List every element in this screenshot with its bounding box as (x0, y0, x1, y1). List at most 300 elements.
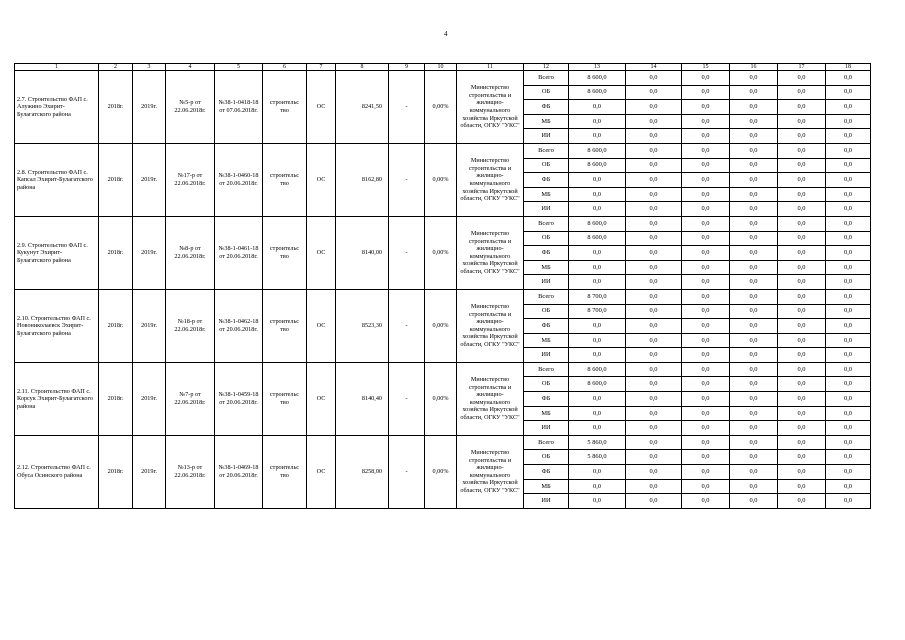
funding-source-cell: МБ (524, 114, 569, 129)
work-type-cell: строительс тво (263, 435, 307, 508)
funding-value-cell: 0,0 (682, 304, 730, 319)
funding-source-cell: МБ (524, 333, 569, 348)
funding-source-cell: ОБ (524, 377, 569, 392)
object-name-cell: 2.9. Строительство ФАП с. Кукунут Эхирит-Булагатского района (15, 216, 99, 289)
expertise-cell: №38-1-0469-18 от 20.06.2018г. (215, 435, 263, 508)
funding-source-cell: ОБ (524, 450, 569, 465)
funding-value-cell: 0,0 (569, 319, 626, 334)
funding-value-cell: 0,0 (730, 85, 778, 100)
funding-value-cell: 0,0 (730, 392, 778, 407)
funding-value-cell: 0,0 (730, 304, 778, 319)
column-9-cell: - (389, 71, 425, 144)
funding-source-cell: Всего (524, 435, 569, 450)
funding-value-cell: 0,0 (778, 231, 826, 246)
funding-value-cell: 0,0 (626, 333, 682, 348)
expertise-cell: №38-1-0460-18 от 20.06.2018г. (215, 143, 263, 216)
funding-value-cell: 0,0 (569, 114, 626, 129)
funding-source-cell: ОБ (524, 158, 569, 173)
funding-value-cell: 0,0 (569, 187, 626, 202)
funding-value-cell: 0,0 (826, 71, 871, 86)
table-row (15, 143, 871, 158)
funding-value-cell: 0,0 (626, 435, 682, 450)
funding-source-cell: ИИ (524, 421, 569, 436)
funding-value-cell: 0,0 (730, 333, 778, 348)
ministry-cell: Министерство строительства и жилищно-коммунального хозяйства Иркутской области, ОГКУ "УКС" (457, 143, 524, 216)
funding-value-cell: 0,0 (730, 202, 778, 217)
funding-value-cell: 0,0 (626, 143, 682, 158)
work-type-cell: строительс тво (263, 362, 307, 435)
funding-value-cell: 0,0 (730, 465, 778, 480)
object-type-cell: ОС (307, 71, 336, 144)
funding-value-cell: 0,0 (569, 100, 626, 115)
column-9-cell: - (389, 216, 425, 289)
order-cell: №13-р от 22.06.2018г. (166, 435, 215, 508)
funding-value-cell: 0,0 (778, 246, 826, 261)
funding-value-cell: 0,0 (730, 114, 778, 129)
funding-value-cell: 0,0 (826, 85, 871, 100)
funding-source-cell: Всего (524, 143, 569, 158)
funding-source-cell: Всего (524, 362, 569, 377)
funding-value-cell: 0,0 (626, 289, 682, 304)
funding-value-cell: 0,0 (569, 333, 626, 348)
column-number-7: 7 (307, 64, 336, 71)
funding-value-cell: 0,0 (682, 275, 730, 290)
funding-source-cell: Всего (524, 216, 569, 231)
funding-value-cell: 0,0 (826, 479, 871, 494)
funding-value-cell: 0,0 (778, 450, 826, 465)
funding-value-cell: 0,0 (682, 450, 730, 465)
funding-value-cell: 0,0 (730, 173, 778, 188)
funding-value-cell: 0,0 (626, 114, 682, 129)
estimated-cost-cell: 8140,40 (336, 362, 389, 435)
funding-value-cell: 0,0 (626, 362, 682, 377)
funding-value-cell: 0,0 (569, 392, 626, 407)
funding-value-cell: 0,0 (626, 173, 682, 188)
funding-source-cell: МБ (524, 187, 569, 202)
funding-value-cell: 0,0 (626, 85, 682, 100)
year-start-cell: 2018г. (99, 216, 133, 289)
funding-value-cell: 0,0 (682, 406, 730, 421)
ministry-cell: Министерство строительства и жилищно-коммунального хозяйства Иркутской области, ОГКУ "УКС" (457, 216, 524, 289)
funding-value-cell: 0,0 (569, 465, 626, 480)
funding-value-cell: 0,0 (778, 377, 826, 392)
funding-value-cell: 0,0 (682, 421, 730, 436)
funding-value-cell: 0,0 (569, 260, 626, 275)
table-row (15, 289, 871, 304)
funding-value-cell: 0,0 (826, 362, 871, 377)
table-row (15, 216, 871, 231)
expertise-cell: №38-1-0418-18 от 07.06.2018г. (215, 71, 263, 144)
funding-value-cell: 0,0 (730, 71, 778, 86)
column-number-18: 18 (826, 64, 871, 71)
funding-source-cell: МБ (524, 479, 569, 494)
funding-value-cell: 8 700,0 (569, 289, 626, 304)
funding-source-cell: ФБ (524, 100, 569, 115)
funding-value-cell: 0,0 (778, 362, 826, 377)
funding-value-cell: 0,0 (826, 494, 871, 509)
work-type-cell: строительс тво (263, 143, 307, 216)
column-9-cell: - (389, 289, 425, 362)
funding-value-cell: 0,0 (682, 202, 730, 217)
funding-value-cell: 0,0 (778, 129, 826, 144)
funding-source-cell: Всего (524, 289, 569, 304)
estimated-cost-cell: 8241,50 (336, 71, 389, 144)
funding-value-cell: 0,0 (626, 216, 682, 231)
funding-source-cell: ФБ (524, 246, 569, 261)
funding-source-cell: ФБ (524, 319, 569, 334)
funding-value-cell: 0,0 (826, 406, 871, 421)
year-start-cell: 2018г. (99, 143, 133, 216)
funding-source-cell: ОБ (524, 85, 569, 100)
object-name-cell: 2.12. Строительство ФАП с. Обуса Осинского района (15, 435, 99, 508)
funding-value-cell: 0,0 (626, 421, 682, 436)
funding-value-cell: 0,0 (682, 216, 730, 231)
funding-source-cell: ИИ (524, 348, 569, 363)
column-number-8: 8 (336, 64, 389, 71)
expertise-cell: №38-1-0461-18 от 20.06.2018г. (215, 216, 263, 289)
funding-value-cell: 0,0 (730, 348, 778, 363)
expertise-cell: №38-1-0462-18 от 20.06.2018г. (215, 289, 263, 362)
funding-value-cell: 0,0 (778, 216, 826, 231)
funding-value-cell: 8 600,0 (569, 216, 626, 231)
table-row (15, 362, 871, 377)
funding-value-cell: 0,0 (826, 377, 871, 392)
funding-source-cell: Всего (524, 71, 569, 86)
funding-value-cell: 0,0 (626, 479, 682, 494)
funding-value-cell: 0,0 (826, 450, 871, 465)
funding-value-cell: 0,0 (778, 333, 826, 348)
object-type-cell: ОС (307, 435, 336, 508)
funding-value-cell: 0,0 (569, 275, 626, 290)
funding-source-cell: МБ (524, 260, 569, 275)
ministry-cell: Министерство строительства и жилищно-коммунального хозяйства Иркутской области, ОГКУ "УКС" (457, 71, 524, 144)
column-number-16: 16 (730, 64, 778, 71)
object-name-cell: 2.10. Строительство ФАП с. Новониколаевск Эхирит-Булагатского района (15, 289, 99, 362)
funding-value-cell: 0,0 (682, 465, 730, 480)
funding-source-cell: ИИ (524, 275, 569, 290)
funding-value-cell: 0,0 (778, 479, 826, 494)
funding-value-cell: 0,0 (778, 114, 826, 129)
year-start-cell: 2018г. (99, 289, 133, 362)
funding-value-cell: 0,0 (626, 450, 682, 465)
funding-value-cell: 0,0 (826, 275, 871, 290)
object-name-cell: 2.7. Строительство ФАП с. Алужино Эхирит-Булагатского района (15, 71, 99, 144)
funding-value-cell: 0,0 (826, 348, 871, 363)
work-type-cell: строительс тво (263, 71, 307, 144)
funding-value-cell: 0,0 (730, 231, 778, 246)
funding-value-cell: 0,0 (730, 289, 778, 304)
estimated-cost-cell: 8162,80 (336, 143, 389, 216)
order-cell: №8-р от 22.06.2018г. (166, 216, 215, 289)
funding-value-cell: 0,0 (826, 143, 871, 158)
estimated-cost-cell: 8523,30 (336, 289, 389, 362)
funding-value-cell: 0,0 (626, 275, 682, 290)
year-start-cell: 2018г. (99, 71, 133, 144)
object-type-cell: ОС (307, 362, 336, 435)
funding-value-cell: 0,0 (826, 319, 871, 334)
readiness-cell: 0,00% (425, 216, 457, 289)
funding-value-cell: 0,0 (626, 129, 682, 144)
table-row (15, 435, 871, 450)
funding-value-cell: 0,0 (682, 246, 730, 261)
column-number-header (15, 64, 871, 71)
funding-value-cell: 0,0 (682, 435, 730, 450)
work-type-cell: строительс тво (263, 289, 307, 362)
funding-value-cell: 0,0 (778, 304, 826, 319)
funding-value-cell: 0,0 (626, 319, 682, 334)
funding-value-cell: 0,0 (682, 100, 730, 115)
funding-value-cell: 0,0 (778, 158, 826, 173)
funding-value-cell: 0,0 (826, 333, 871, 348)
funding-value-cell: 0,0 (778, 260, 826, 275)
funding-source-cell: МБ (524, 406, 569, 421)
funding-value-cell: 0,0 (778, 406, 826, 421)
funding-value-cell: 0,0 (626, 231, 682, 246)
expertise-cell: №38-1-0459-18 от 20.06.2018г. (215, 362, 263, 435)
column-number-12: 12 (524, 64, 569, 71)
funding-value-cell: 8 600,0 (569, 158, 626, 173)
funding-value-cell: 0,0 (826, 100, 871, 115)
funding-value-cell: 0,0 (778, 392, 826, 407)
funding-value-cell: 5 860,0 (569, 450, 626, 465)
column-number-1: 1 (15, 64, 99, 71)
year-end-cell: 2019г. (133, 435, 166, 508)
funding-value-cell: 0,0 (730, 187, 778, 202)
funding-value-cell: 0,0 (778, 100, 826, 115)
funding-value-cell: 0,0 (682, 158, 730, 173)
funding-value-cell: 8 600,0 (569, 143, 626, 158)
table-row (15, 71, 871, 86)
readiness-cell: 0,00% (425, 362, 457, 435)
funding-value-cell: 0,0 (826, 392, 871, 407)
column-number-2: 2 (99, 64, 133, 71)
funding-value-cell: 0,0 (778, 187, 826, 202)
funding-value-cell: 0,0 (626, 158, 682, 173)
funding-value-cell: 0,0 (682, 289, 730, 304)
funding-value-cell: 0,0 (730, 158, 778, 173)
column-number-14: 14 (626, 64, 682, 71)
funding-value-cell: 0,0 (730, 216, 778, 231)
funding-value-cell: 0,0 (626, 71, 682, 86)
page-number: 4 (444, 30, 448, 38)
funding-value-cell: 0,0 (778, 319, 826, 334)
funding-source-cell: ФБ (524, 392, 569, 407)
funding-value-cell: 0,0 (826, 187, 871, 202)
funding-value-cell: 0,0 (626, 246, 682, 261)
funding-value-cell: 0,0 (730, 100, 778, 115)
funding-value-cell: 0,0 (626, 348, 682, 363)
funding-source-cell: ОБ (524, 231, 569, 246)
object-type-cell: ОС (307, 216, 336, 289)
funding-value-cell: 0,0 (778, 289, 826, 304)
funding-value-cell: 0,0 (682, 129, 730, 144)
column-number-4: 4 (166, 64, 215, 71)
year-end-cell: 2019г. (133, 143, 166, 216)
funding-value-cell: 8 600,0 (569, 71, 626, 86)
estimated-cost-cell: 8140,00 (336, 216, 389, 289)
funding-value-cell: 0,0 (730, 362, 778, 377)
order-cell: №5-р от 22.06.2018г. (166, 71, 215, 144)
column-number-17: 17 (778, 64, 826, 71)
funding-value-cell: 0,0 (569, 421, 626, 436)
work-type-cell: строительс тво (263, 216, 307, 289)
funding-value-cell: 0,0 (826, 304, 871, 319)
funding-value-cell: 0,0 (682, 114, 730, 129)
funding-value-cell: 8 600,0 (569, 377, 626, 392)
funding-value-cell: 0,0 (682, 173, 730, 188)
funding-value-cell: 0,0 (778, 173, 826, 188)
funding-value-cell: 0,0 (778, 465, 826, 480)
funding-value-cell: 8 600,0 (569, 85, 626, 100)
funding-value-cell: 0,0 (626, 260, 682, 275)
column-number-11: 11 (457, 64, 524, 71)
object-name-cell: 2.11. Строительство ФАП с. Корсук Эхирит-Булагатского района (15, 362, 99, 435)
funding-value-cell: 0,0 (682, 143, 730, 158)
investment-table (14, 63, 871, 509)
funding-value-cell: 0,0 (730, 450, 778, 465)
column-9-cell: - (389, 362, 425, 435)
funding-value-cell: 0,0 (682, 333, 730, 348)
funding-value-cell: 0,0 (682, 71, 730, 86)
object-type-cell: ОС (307, 289, 336, 362)
funding-value-cell: 0,0 (826, 231, 871, 246)
year-start-cell: 2018г. (99, 362, 133, 435)
funding-value-cell: 8 600,0 (569, 231, 626, 246)
column-9-cell: - (389, 143, 425, 216)
funding-value-cell: 0,0 (569, 406, 626, 421)
funding-value-cell: 0,0 (569, 479, 626, 494)
funding-value-cell: 0,0 (730, 377, 778, 392)
column-number-15: 15 (682, 64, 730, 71)
funding-value-cell: 0,0 (778, 435, 826, 450)
year-start-cell: 2018г. (99, 435, 133, 508)
funding-value-cell: 0,0 (826, 216, 871, 231)
funding-value-cell: 0,0 (626, 465, 682, 480)
ministry-cell: Министерство строительства и жилищно-коммунального хозяйства Иркутской области, ОГКУ "УКС" (457, 362, 524, 435)
funding-value-cell: 0,0 (826, 435, 871, 450)
funding-value-cell: 0,0 (682, 494, 730, 509)
funding-source-cell: ФБ (524, 173, 569, 188)
funding-value-cell: 0,0 (626, 377, 682, 392)
funding-value-cell: 0,0 (826, 465, 871, 480)
funding-value-cell: 0,0 (778, 494, 826, 509)
funding-value-cell: 0,0 (626, 100, 682, 115)
funding-value-cell: 0,0 (730, 260, 778, 275)
funding-value-cell: 0,0 (730, 435, 778, 450)
funding-value-cell: 0,0 (682, 319, 730, 334)
year-end-cell: 2019г. (133, 362, 166, 435)
funding-value-cell: 0,0 (682, 479, 730, 494)
funding-value-cell: 0,0 (826, 202, 871, 217)
funding-value-cell: 8 700,0 (569, 304, 626, 319)
funding-value-cell: 0,0 (682, 377, 730, 392)
funding-value-cell: 0,0 (682, 392, 730, 407)
object-type-cell: ОС (307, 143, 336, 216)
funding-value-cell: 0,0 (626, 187, 682, 202)
funding-value-cell: 8 600,0 (569, 362, 626, 377)
funding-source-cell: ОБ (524, 304, 569, 319)
funding-value-cell: 0,0 (778, 85, 826, 100)
funding-value-cell: 0,0 (569, 173, 626, 188)
funding-value-cell: 0,0 (778, 202, 826, 217)
funding-value-cell: 0,0 (826, 129, 871, 144)
year-end-cell: 2019г. (133, 289, 166, 362)
funding-value-cell: 0,0 (682, 85, 730, 100)
ministry-cell: Министерство строительства и жилищно-коммунального хозяйства Иркутской области, ОГКУ "УКС" (457, 289, 524, 362)
year-end-cell: 2019г. (133, 216, 166, 289)
column-number-13: 13 (569, 64, 626, 71)
funding-value-cell: 0,0 (826, 246, 871, 261)
funding-value-cell: 5 860,0 (569, 435, 626, 450)
funding-value-cell: 0,0 (730, 421, 778, 436)
readiness-cell: 0,00% (425, 435, 457, 508)
funding-value-cell: 0,0 (626, 494, 682, 509)
funding-source-cell: ИИ (524, 202, 569, 217)
year-end-cell: 2019г. (133, 71, 166, 144)
funding-value-cell: 0,0 (826, 289, 871, 304)
object-name-cell: 2.8. Строительство ФАП с. Капсал Эхирит-Булагатского района (15, 143, 99, 216)
funding-value-cell: 0,0 (626, 392, 682, 407)
column-9-cell: - (389, 435, 425, 508)
estimated-cost-cell: 8258,00 (336, 435, 389, 508)
readiness-cell: 0,00% (425, 289, 457, 362)
funding-value-cell: 0,0 (682, 348, 730, 363)
funding-source-cell: ИИ (524, 129, 569, 144)
funding-source-cell: ИИ (524, 494, 569, 509)
funding-value-cell: 0,0 (626, 202, 682, 217)
funding-value-cell: 0,0 (682, 187, 730, 202)
funding-value-cell: 0,0 (682, 231, 730, 246)
funding-value-cell: 0,0 (569, 348, 626, 363)
order-cell: №18-р от 22.06.2018г. (166, 289, 215, 362)
funding-value-cell: 0,0 (826, 421, 871, 436)
ministry-cell: Министерство строительства и жилищно-коммунального хозяйства Иркутской области, ОГКУ "УКС" (457, 435, 524, 508)
funding-value-cell: 0,0 (682, 260, 730, 275)
funding-source-cell: ФБ (524, 465, 569, 480)
funding-value-cell: 0,0 (826, 114, 871, 129)
funding-value-cell: 0,0 (826, 260, 871, 275)
funding-value-cell: 0,0 (569, 494, 626, 509)
column-number-3: 3 (133, 64, 166, 71)
funding-value-cell: 0,0 (730, 246, 778, 261)
funding-value-cell: 0,0 (730, 479, 778, 494)
funding-value-cell: 0,0 (778, 421, 826, 436)
funding-value-cell: 0,0 (730, 494, 778, 509)
funding-value-cell: 0,0 (730, 406, 778, 421)
order-cell: №7-р от 22.06.2018г. (166, 362, 215, 435)
readiness-cell: 0,00% (425, 143, 457, 216)
funding-value-cell: 0,0 (730, 319, 778, 334)
column-number-9: 9 (389, 64, 425, 71)
column-number-6: 6 (263, 64, 307, 71)
funding-value-cell: 0,0 (778, 275, 826, 290)
funding-value-cell: 0,0 (826, 158, 871, 173)
readiness-cell: 0,00% (425, 71, 457, 144)
funding-value-cell: 0,0 (569, 246, 626, 261)
funding-value-cell: 0,0 (778, 348, 826, 363)
funding-value-cell: 0,0 (569, 202, 626, 217)
funding-value-cell: 0,0 (730, 143, 778, 158)
funding-value-cell: 0,0 (569, 129, 626, 144)
table-body (15, 64, 871, 509)
funding-value-cell: 0,0 (730, 129, 778, 144)
column-number-10: 10 (425, 64, 457, 71)
column-number-5: 5 (215, 64, 263, 71)
funding-value-cell: 0,0 (682, 362, 730, 377)
order-cell: №17-р от 22.06.2018г. (166, 143, 215, 216)
funding-value-cell: 0,0 (778, 71, 826, 86)
funding-value-cell: 0,0 (730, 275, 778, 290)
